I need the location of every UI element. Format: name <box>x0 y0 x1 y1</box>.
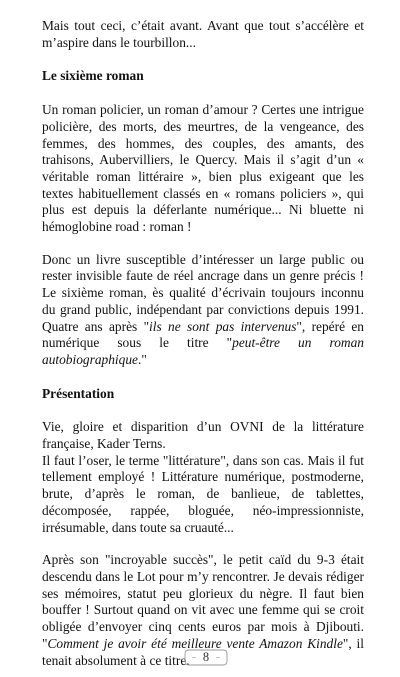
paragraph-roman-policier: Un roman policier, un roman d’amour ? Certes une intrigue policière, des morts, des meurtres, de la vengeance, des femmes, des hommes, des couples, des amants, des trahisons, Aubervilliers, le Quercy. Mais il s’agit d’un « véritable roman littéraire », bien plus exigeant que les textes habituellement classés en « romans policiers », qui plus est depuis la déferlante numérique... Ni bluette ni hémoglobine road : roman ! <box>42 102 364 235</box>
paragraph-intro: Mais tout ceci, c’était avant. Avant que tout s’accélère et m’aspire dans le tourbillon... <box>42 18 364 50</box>
page-number-footer <box>183 648 229 667</box>
italic-title-peut-etre: peut-être un roman autobiographique <box>42 335 364 367</box>
text-run: Après son "incroyable succès", le petit caïd du 9-3 était descendu dans le Lot pour m’y rencontrer. Je devais rédiger ses mémoires, statut peu glorieux du nègre. Il faut bien bouffer ! Surtout quand on vit avec une femme qui se croit obligée d’envoyer cinq cents euros par mois à Djibouti. " <box>42 552 364 651</box>
text-run: ", il tenait absolument à ce titre. <box>42 635 364 668</box>
italic-title-kindle: Comment je avoir été meilleure vente Amazon Kindle <box>47 635 343 651</box>
text-run: ", repéré en numérique sous le titre " <box>42 318 365 351</box>
paragraph-ovni: Vie, gloire et disparition d’un OVNI de la littérature française, Kader Terns. <box>42 419 364 452</box>
heading-sixieme-roman: Le sixième roman <box>42 68 144 84</box>
text-run: Donc un livre susceptible d’intéresser un large public ou rester invisible faute de réel ancrage dans un genre précis ! Le sixième roman, ès qualité d’écrivain toujours inconnu du grand public, indépendant par convictions depuis 1991. Quatre ans après " <box>42 251 364 334</box>
page-number: 8 <box>202 650 210 664</box>
text-run: ." <box>137 351 147 367</box>
heading-presentation: Présentation <box>42 385 115 401</box>
paragraph-litterature: Il faut l’oser, le terme "littérature", dans son cas. Mais il fut tellement employé ! Littérature numérique, postmoderne, brute, d’après le roman, de banlieue, de tablettes, décomposée, rappée, bloguée, néo-impressionniste, irrésumable, dans toute sa cruauté... <box>42 452 364 535</box>
italic-title-ils-ne-sont-pas-intervenus: ils ne sont pas intervenus <box>149 318 297 334</box>
paragraph-large-public <box>42 252 364 369</box>
page-body <box>42 18 364 669</box>
